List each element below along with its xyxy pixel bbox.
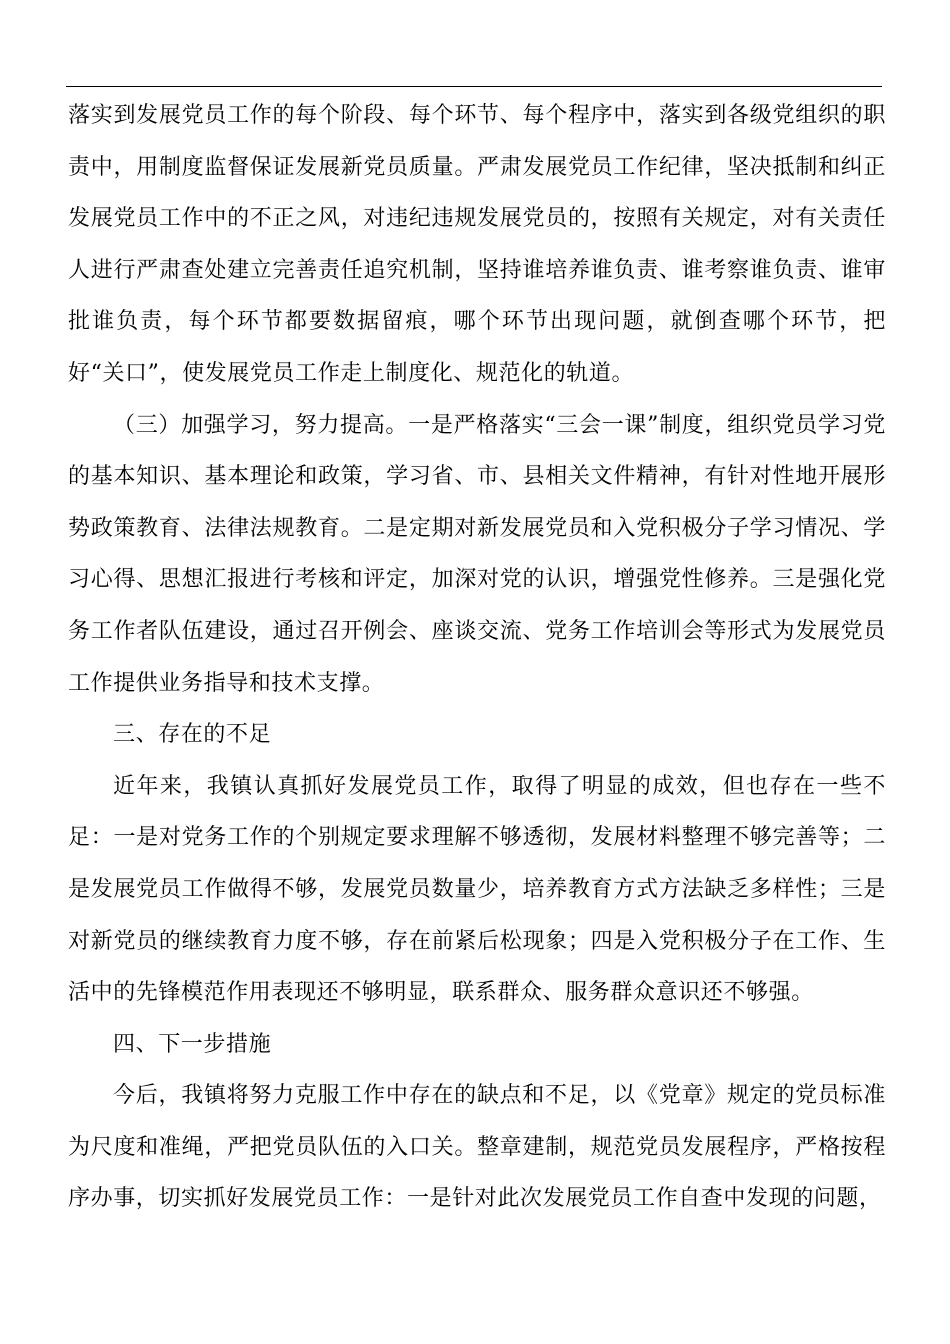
paragraph-next-steps: 今后，我镇将努力克服工作中存在的缺点和不足，以《党章》规定的党员标准为尺度和准绳，严把党员队伍的入口关。整章建制，规范党员发展程序，严格按程序办事，切实抓好发展党员工作：一是针对此次发展党员工作自查中发现的问题， xyxy=(68,1083,886,1212)
paragraph-continuation: 落实到发展党员工作的每个阶段、每个环节、每个程序中，落实到各级党组织的职责中，用制度监督保证发展新党员质量。严肃发展党员工作纪律，坚决抵制和纠正发展党员工作中的不正之风，对违纪违规发展党员的，按照有关规定，对有关责任人进行严肃查处建立完善责任追究机制，坚持谁培养谁负责、谁考察谁负责、谁审批谁负责，每个环节都要数据留痕，哪个环节出现问题，就倒查哪个环节，把好“关口”，使发展党员工作走上制度化、规范化的轨道。 xyxy=(68,103,886,386)
paragraph-strengthen-learning: （三）加强学习，努力提高。一是严格落实“三会一课”制度，组织党员学习党的基本知识、基本理论和政策，学习省、市、县相关文件精神，有针对性地开展形势政策教育、法律法规教育。二是定期对新发展党员和入党积极分子学习情况、学习心得、思想汇报进行考核和评定，加深对党的认识，增强党性修养。三是强化党务工作者队伍建设，通过召开例会、座谈交流、党务工作培训会等形式为发展党员工作提供业务指导和技术支撑。 xyxy=(68,412,886,696)
document-body xyxy=(68,90,886,1225)
paragraph-shortcomings: 近年来，我镇认真抓好发展党员工作，取得了明显的成效，但也存在一些不足：一是对党务工作的个别规定要求理解不够透彻，发展材料整理不够完善等；二是发展党员工作做得不够，发展党员数量少，培养教育方式方法缺乏多样性；三是对新党员的继续教育力度不够，存在前紧后松现象；四是入党积极分子在工作、生活中的先锋模范作用表现还不够明显，联系群众、服务群众意识还不够强。 xyxy=(68,773,886,1006)
section-heading-next-steps: 四、下一步措施 xyxy=(113,1031,272,1057)
section-heading-shortcomings: 三、存在的不足 xyxy=(113,722,272,748)
header-rule xyxy=(66,86,882,87)
